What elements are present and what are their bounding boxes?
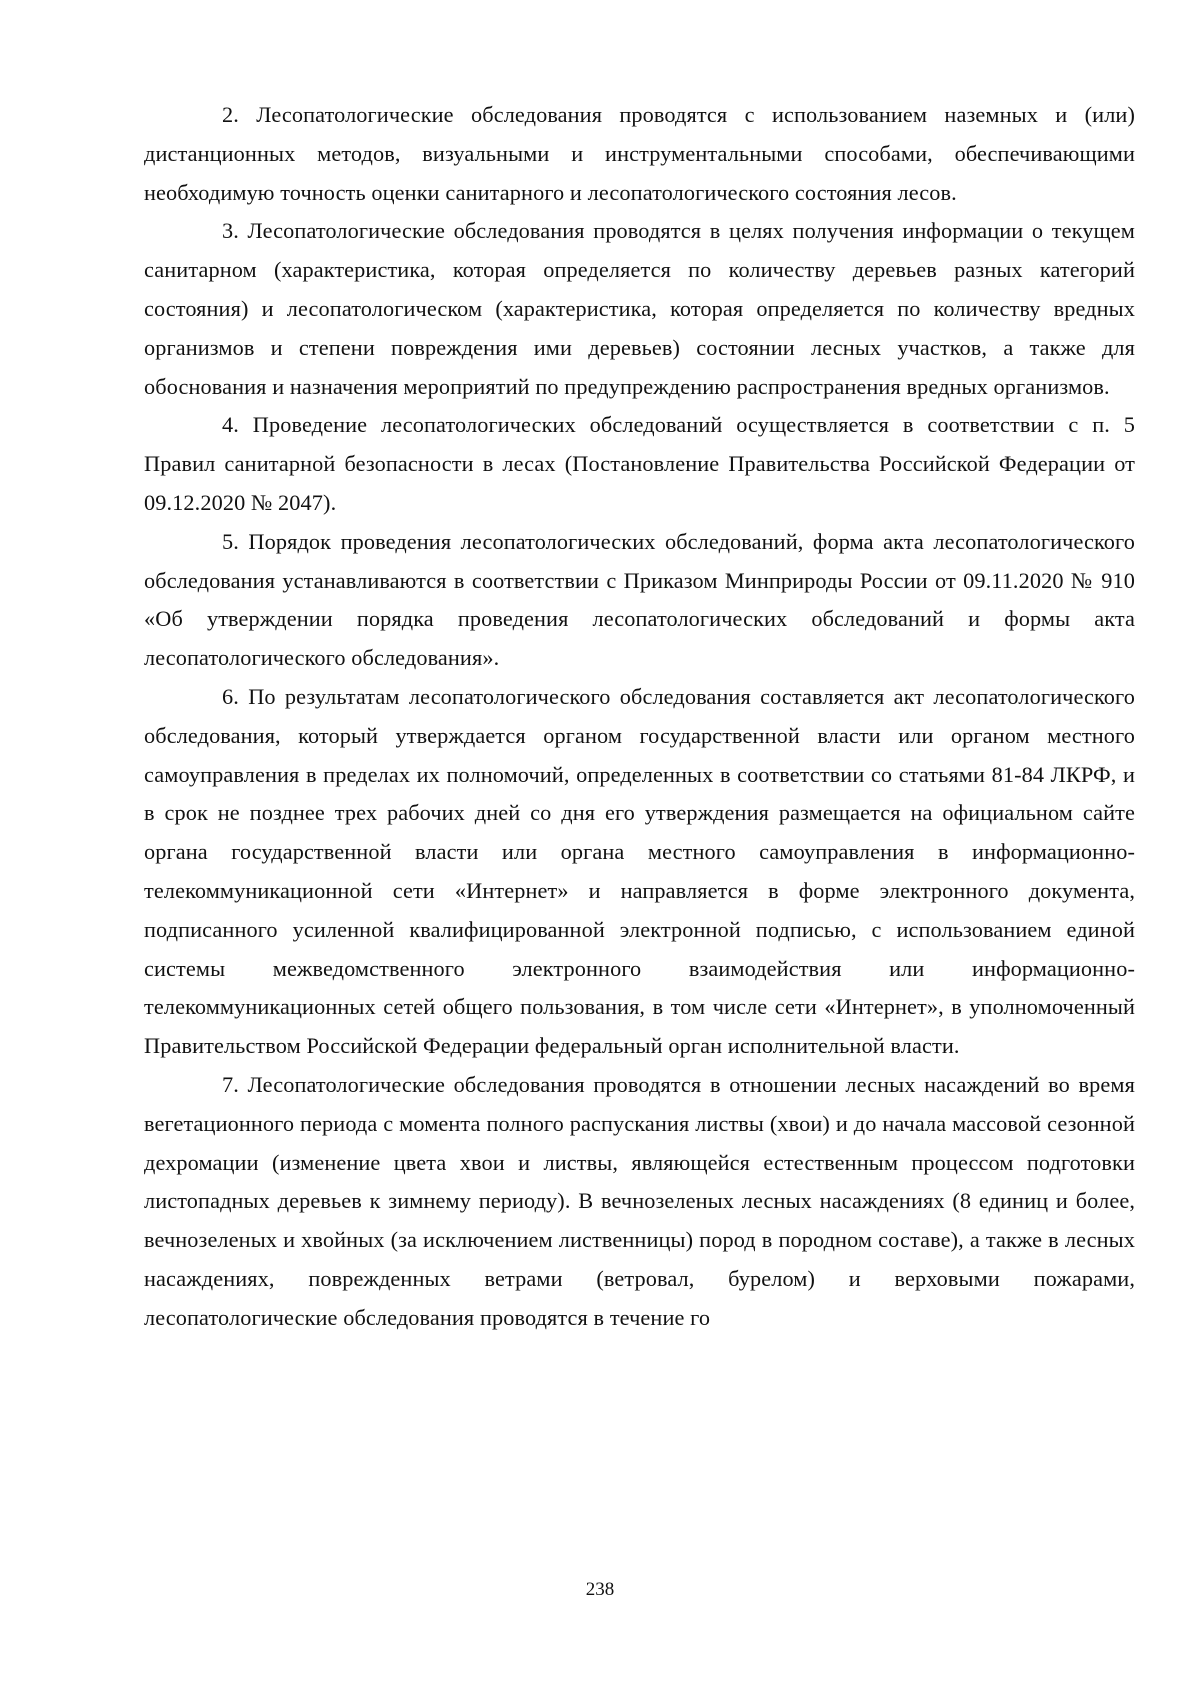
paragraph-4: 4. Проведение лесопатологических обследований осуществляется в соответствии с п. 5 Правил санитарной безопасности в лесах (Постановление Правительства Российской Федерации от 09.12.2020 № 2047). <box>144 412 1135 515</box>
paragraph-3: 3. Лесопатологические обследования проводятся в целях получения информации о текущем санитарном (характеристика, которая определяется по количеству деревьев разных категорий состояния) и лесопатологическом (характеристика, которая определяется по количеству вредных организмов и степени повреждения ими деревьев) состоянии лесных участков, а также для обоснования и назначения мероприятий по предупреждению распространения вредных организмов. <box>144 218 1135 399</box>
paragraph-2: 2. Лесопатологические обследования проводятся с использованием наземных и (или) дистанционных методов, визуальными и инструментальными способами, обеспечивающими необходимую точность оценки санитарного и лесопатологического состояния лесов. <box>144 102 1135 205</box>
paragraph-5: 5. Порядок проведения лесопатологических обследований, форма акта лесопатологического обследования устанавливаются в соответствии с Приказом Минприроды России от 09.11.2020 № 910 «Об утверждении порядка проведения лесопатологических обследований и формы акта лесопатологического обследования». <box>144 528 1135 671</box>
paragraph-6: 6. По результатам лесопатологического обследования составляется акт лесопатологического обследования, который утверждается органом государственной власти или органом местного самоуправления в пределах их полномочий, определенных в соответствии со статьями 81-84 ЛКРФ, и в срок не позднее трех рабочих дней со дня его утверждения размещается на официальном сайте органа государственной власти или органа местного самоуправления в информационно-телекоммуникационной сети «Интернет» и направляется в форме электронного документа, подписанного усиленной квалифицированной электронной подписью, с использованием единой системы межведомственного электронного взаимодействия или информационно-телекоммуникационных сетей общего пользования, в том числе сети «Интернет», в уполномоченный Правительством Российской Федерации федеральный орган исполнительной власти. <box>144 683 1135 1059</box>
page-number: 238 <box>585 1579 615 1600</box>
document-body <box>144 96 1135 1338</box>
paragraph-7: 7. Лесопатологические обследования проводятся в отношении лесных насаждений во время вегетационного периода с момента полного распускания листвы (хвои) и до начала массовой сезонной дехромации (изменение цвета хвои и листвы, являющейся естественным процессом подготовки листопадных деревьев к зимнему периоду). В вечнозеленых лесных насаждениях (8 единиц и более, вечнозеленых и хвойных (за исключением лиственницы) пород в породном составе), а также в лесных насаждениях, поврежденных ветрами (ветровал, бурелом) и верховыми пожарами, лесопатологические обследования проводятся в течение го <box>144 1071 1135 1330</box>
